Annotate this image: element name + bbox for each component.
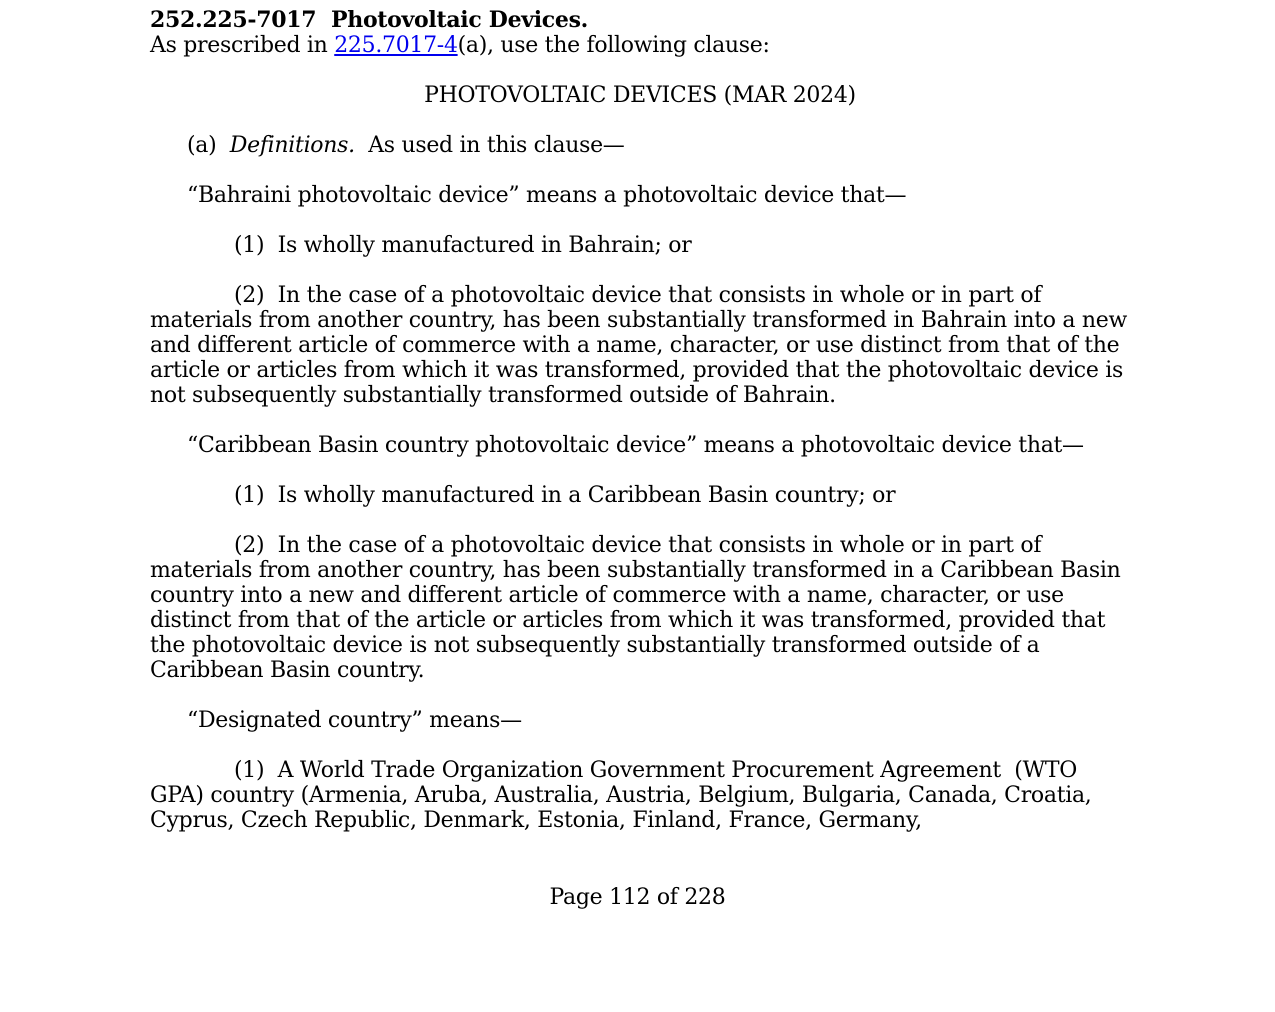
prescription-prefix: As prescribed in [150, 33, 335, 58]
document-page [150, 8, 1130, 833]
page-number: Page 112 of 228 [549, 885, 726, 910]
bahraini-item-1: (1) Is wholly manufactured in Bahrain; or [234, 233, 692, 258]
clause-heading [150, 8, 1130, 33]
caribbean-item-1: (1) Is wholly manufactured in a Caribbean Basin country; or [234, 483, 896, 508]
designated-definition: “Designated country” means— [187, 708, 522, 733]
bahraini-definition: “Bahraini photovoltaic device” means a photovoltaic device that— [187, 183, 907, 208]
prescription-line [150, 33, 1130, 58]
clause-number: 252.225-7017 [150, 7, 317, 33]
caribbean-item-2: (2) In the case of a photovoltaic device that consists in whole or in part of materials from another country, has been substantially transformed in a Caribbean Basin country into a new and different article of commerce with a name, character, or use distinct from that of the article or articles from which it was transformed, provided that the photovoltaic device is not subsequently substantially transformed outside of a Caribbean Basin country. [150, 533, 1121, 683]
prescription-suffix: (a), use the following clause: [457, 33, 770, 58]
definitions-intro: As used in this clause— [368, 133, 625, 158]
designated-item-1: (1) A World Trade Organization Government Procurement Agreement (WTO GPA) country (Armenia, Aruba, Australia, Austria, Belgium, Bulgaria, Canada, Croatia, Cyprus, Czech Republic, Denmark, Estonia, Finland, France, Germany, [150, 758, 1092, 833]
caribbean-definition: “Caribbean Basin country photovoltaic device” means a photovoltaic device that— [187, 433, 1084, 458]
prescription-link[interactable]: 225.7017-4 [334, 33, 458, 58]
definitions-paragraph [150, 133, 1130, 158]
definitions-label: (a) [187, 133, 217, 158]
definitions-term: Definitions. [229, 133, 355, 158]
clause-heading-title: Photovoltaic Devices. [331, 7, 589, 33]
bahraini-item-2: (2) In the case of a photovoltaic device that consists in whole or in part of materials from another country, has been substantially transformed in Bahrain into a new and different article of commerce with a name, character, or use distinct from that of the article or articles from which it was transformed, provided that the photovoltaic device is not subsequently substantially transformed outside of Bahrain. [150, 283, 1127, 408]
clause-title: PHOTOVOLTAIC DEVICES (MAR 2024) [424, 83, 856, 108]
